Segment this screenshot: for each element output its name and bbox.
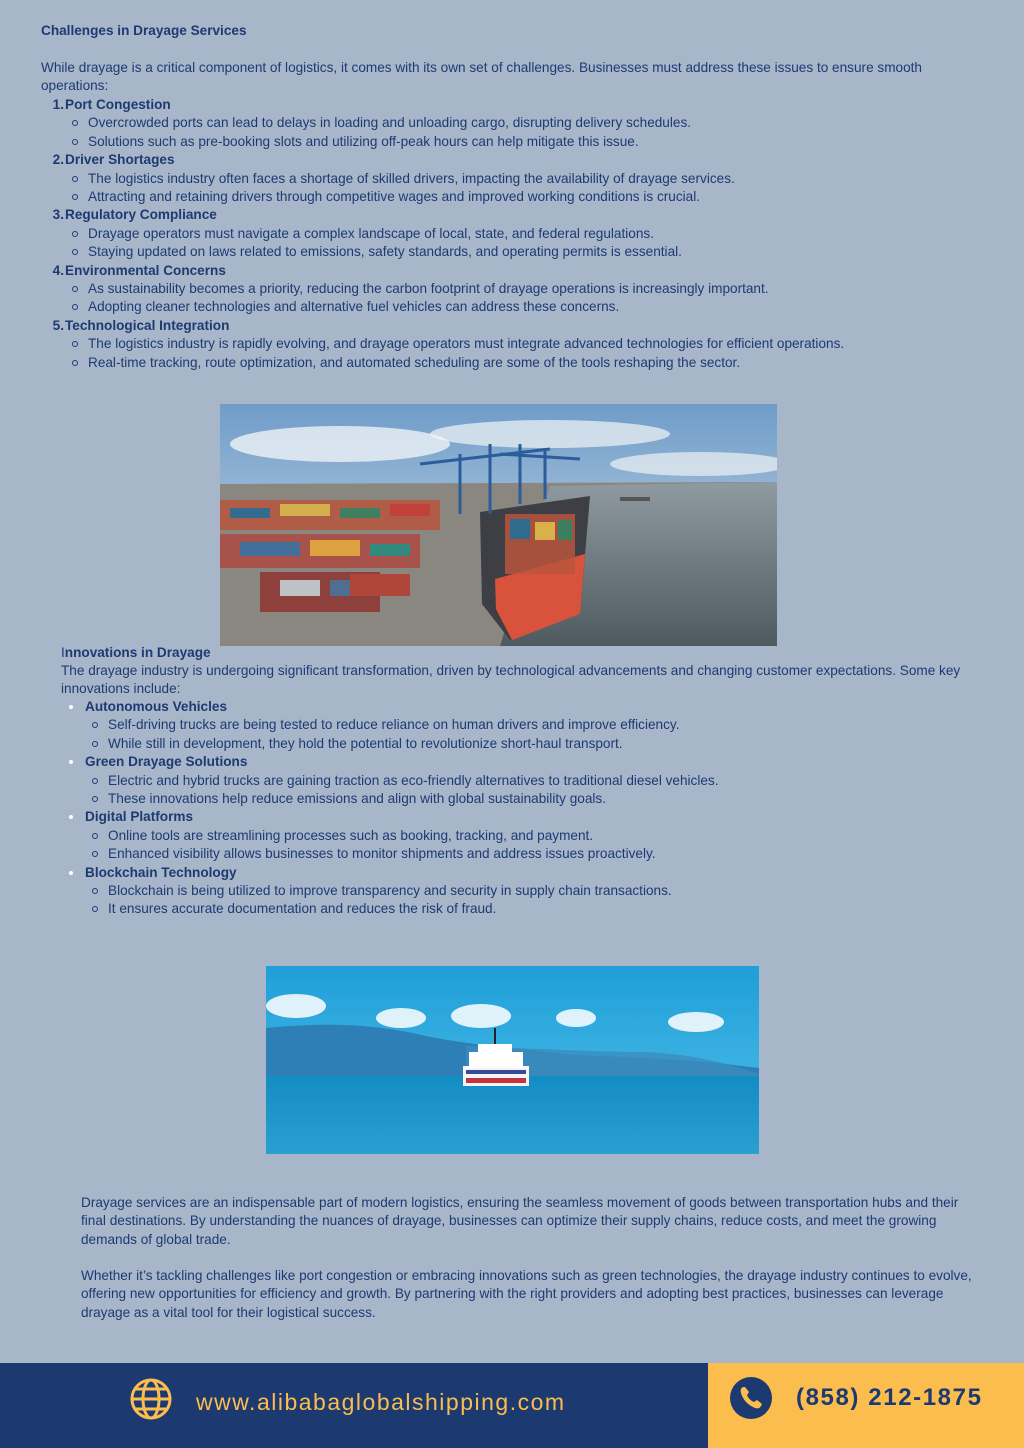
footer-website-bar	[0, 1363, 708, 1448]
challenge-point: Staying updated on laws related to emissions, safety standards, and operating permits is essential.	[88, 243, 965, 261]
website-link[interactable]: www.alibabaglobalshipping.com	[196, 1389, 566, 1415]
innovation-point: It ensures accurate documentation and reduces the risk of fraud.	[108, 900, 965, 918]
innovation-point: While still in development, they hold the potential to revolutionize short-haul transport.	[108, 735, 965, 753]
innovation-item: Digital Platforms	[85, 808, 965, 826]
challenge-point: Adopting cleaner technologies and alternative fuel vehicles can address these concerns.	[88, 298, 965, 316]
challenge-point: Real-time tracking, route optimization, and automated scheduling are some of the tools reshaping the sector.	[88, 354, 965, 372]
challenge-point: Drayage operators must navigate a complex landscape of local, state, and federal regulations.	[88, 225, 965, 243]
challenge-point: Attracting and retaining drivers through competitive wages and improved working conditions is crucial.	[88, 188, 965, 206]
innovation-point: Enhanced visibility allows businesses to monitor shipments and address issues proactively.	[108, 845, 965, 863]
innovation-point: Online tools are streamlining processes such as booking, tracking, and payment.	[108, 827, 965, 845]
innovations-list	[85, 698, 965, 919]
phone-number-link[interactable]: (858) 212-1875	[796, 1384, 983, 1411]
innovation-item: Autonomous Vehicles	[85, 698, 965, 716]
challenge-point: Overcrowded ports can lead to delays in loading and unloading cargo, disrupting delivery schedules.	[88, 114, 965, 132]
conclusion-paragraph-2: Whether it’s tackling challenges like port congestion or embracing innovations such as green technologies, the drayage industry continues to evolve, offering new opportunities for efficiency and growth. By partnering with the right providers and adopting best practices, businesses can leverage drayage as a vital tool for their logistical success.	[81, 1268, 972, 1320]
challenge-point: The logistics industry is rapidly evolving, and drayage operators must integrate advanced technologies for efficient operations.	[88, 335, 965, 353]
innovation-point: Self-driving trucks are being tested to reduce reliance on human drivers and improve efficiency.	[108, 716, 965, 734]
innovation-point: Electric and hybrid trucks are gaining traction as eco-friendly alternatives to traditional diesel vehicles.	[108, 772, 965, 790]
innovations-intro: The drayage industry is undergoing significant transformation, driven by technological advancements and changing customer expectations. Some key innovations include:	[61, 663, 961, 697]
challenges-intro: While drayage is a critical component of logistics, it comes with its own set of challenges. Businesses must address these issues to ensure smooth operations:	[41, 60, 922, 94]
innovations-heading: Innovations in Drayage	[61, 645, 211, 660]
innovation-item: Blockchain Technology	[85, 864, 965, 882]
innovation-item: Green Drayage Solutions	[85, 753, 965, 771]
challenge-point: Solutions such as pre-booking slots and utilizing off-peak hours can help mitigate this issue.	[88, 133, 965, 151]
challenge-item: 2. Driver Shortages	[52, 152, 175, 168]
challenge-point: As sustainability becomes a priority, reducing the carbon footprint of drayage operations is increasingly important.	[88, 280, 965, 298]
challenge-item: 4. Environmental Concerns	[52, 262, 226, 278]
globe-icon	[128, 1376, 174, 1422]
challenge-point: The logistics industry often faces a shortage of skilled drivers, impacting the availability of drayage services.	[88, 170, 965, 188]
ferry-photo	[266, 966, 759, 1154]
phone-icon	[728, 1375, 774, 1421]
challenge-item: 3. Regulatory Compliance	[52, 207, 217, 223]
innovation-point: These innovations help reduce emissions and align with global sustainability goals.	[108, 790, 965, 808]
innovation-point: Blockchain is being utilized to improve transparency and security in supply chain transactions.	[108, 882, 965, 900]
port-photo	[220, 404, 777, 646]
challenges-heading: Challenges in Drayage Services	[41, 23, 247, 38]
challenges-list	[52, 96, 965, 372]
footer-phone-bar	[708, 1363, 1024, 1448]
conclusion-paragraph-1: Drayage services are an indispensable part of modern logistics, ensuring the seamless movement of goods between transportation hubs and their final destinations. By understanding the nuances of drayage, businesses can optimize their supply chains, reduce costs, and meet the growing demands of global trade.	[81, 1195, 959, 1247]
challenge-item: 1. Port Congestion	[52, 97, 171, 112]
challenge-item: 5. Technological Integration	[52, 317, 230, 333]
